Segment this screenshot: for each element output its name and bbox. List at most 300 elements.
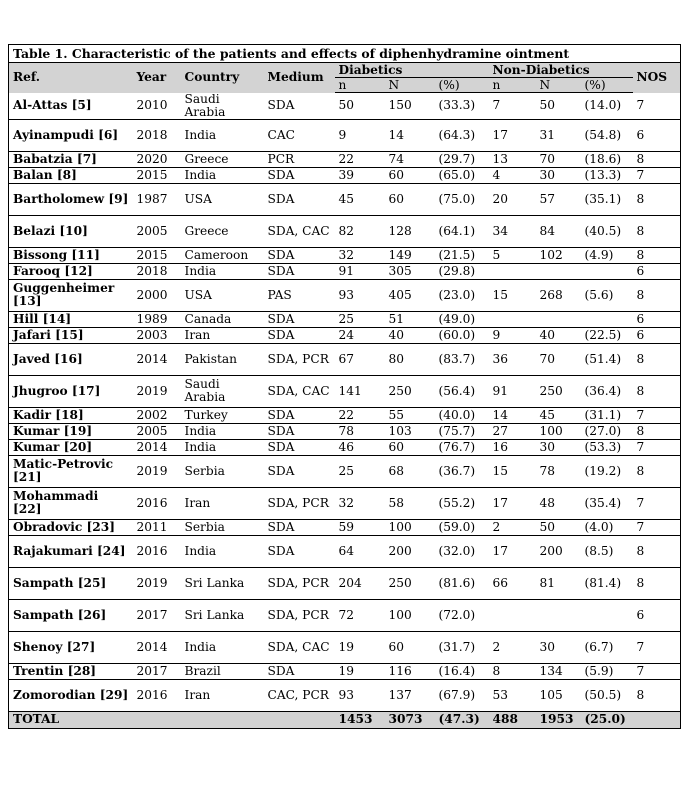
non-diabetics-pct-cell: (14.0)	[581, 93, 633, 120]
diabetics-N-cell: 100	[385, 519, 435, 535]
year-cell: 2010	[133, 93, 181, 120]
non-diabetics-N-cell: 45	[536, 407, 581, 423]
diabetics-N-cell: 58	[385, 487, 435, 519]
non-diabetics-N-cell: 200	[536, 535, 581, 567]
diabetics-n-cell: 32	[335, 247, 385, 263]
total-diabetics-n: 1453	[335, 711, 385, 728]
table-row	[9, 263, 681, 279]
diabetics-pct-cell: (64.3)	[435, 119, 489, 151]
table-row	[9, 247, 681, 263]
ref-cell: Obradovic [23]	[9, 519, 133, 535]
ref-cell: Kumar [20]	[9, 439, 133, 455]
diabetics-N-cell: 14	[385, 119, 435, 151]
non-diabetics-n-cell: 15	[489, 279, 536, 311]
diabetics-N-cell: 60	[385, 183, 435, 215]
diabetics-N-cell: 80	[385, 343, 435, 375]
non-diabetics-pct-cell: (31.1)	[581, 407, 633, 423]
year-cell: 2014	[133, 343, 181, 375]
table-row	[9, 663, 681, 679]
year-cell: 2016	[133, 679, 181, 711]
diabetics-n-cell: 59	[335, 519, 385, 535]
diabetics-pct-cell: (29.8)	[435, 263, 489, 279]
diabetics-pct-cell: (83.7)	[435, 343, 489, 375]
table-container	[8, 44, 680, 729]
diabetics-N-cell: 60	[385, 167, 435, 183]
ref-cell: Kumar [19]	[9, 423, 133, 439]
diabetics-pct-cell: (23.0)	[435, 279, 489, 311]
diabetics-pct-cell: (40.0)	[435, 407, 489, 423]
total-blank	[633, 711, 681, 728]
nos-cell: 7	[633, 631, 681, 663]
country-cell: USA	[181, 183, 264, 215]
year-cell: 2002	[133, 407, 181, 423]
diabetics-n-cell: 46	[335, 439, 385, 455]
country-cell: Iran	[181, 327, 264, 343]
year-cell: 2015	[133, 167, 181, 183]
table-row	[9, 167, 681, 183]
diabetics-N-cell: 74	[385, 151, 435, 167]
diabetics-pct-cell: (55.2)	[435, 487, 489, 519]
medium-cell: SDA, PCR	[264, 343, 335, 375]
header-non-diabetics-pct: (%)	[581, 78, 633, 93]
table-row	[9, 455, 681, 487]
nos-cell: 7	[633, 407, 681, 423]
non-diabetics-n-cell: 9	[489, 327, 536, 343]
non-diabetics-N-cell: 100	[536, 423, 581, 439]
medium-cell: SDA	[264, 311, 335, 327]
ref-cell: Hill [14]	[9, 311, 133, 327]
nos-cell: 8	[633, 247, 681, 263]
ref-cell: Belazi [10]	[9, 215, 133, 247]
medium-cell: SDA	[264, 663, 335, 679]
medium-cell: SDA	[264, 247, 335, 263]
nos-cell: 8	[633, 151, 681, 167]
diabetics-n-cell: 45	[335, 183, 385, 215]
total-non-diabetics-n: 488	[489, 711, 536, 728]
diabetics-n-cell: 22	[335, 151, 385, 167]
non-diabetics-n-cell: 2	[489, 631, 536, 663]
non-diabetics-pct-cell: (81.4)	[581, 567, 633, 599]
header-diabetics-pct: (%)	[435, 78, 489, 93]
country-cell: Saudi Arabia	[181, 93, 264, 120]
header-non-diabetics: Non-Diabetics	[489, 63, 633, 78]
diabetics-N-cell: 55	[385, 407, 435, 423]
header-diabetics-N: N	[385, 78, 435, 93]
year-cell: 2014	[133, 631, 181, 663]
non-diabetics-N-cell: 134	[536, 663, 581, 679]
non-diabetics-n-cell: 17	[489, 487, 536, 519]
medium-cell: PCR	[264, 151, 335, 167]
total-non-diabetics-pct: (25.0)	[581, 711, 633, 728]
diabetics-N-cell: 60	[385, 631, 435, 663]
diabetics-N-cell: 60	[385, 439, 435, 455]
diabetics-n-cell: 204	[335, 567, 385, 599]
non-diabetics-n-cell: 17	[489, 119, 536, 151]
non-diabetics-pct-cell: (53.3)	[581, 439, 633, 455]
nos-cell: 7	[633, 93, 681, 120]
nos-cell: 8	[633, 343, 681, 375]
country-cell: India	[181, 119, 264, 151]
table-caption: Table 1. Characteristic of the patients and effects of diphenhydramine ointment	[9, 45, 681, 63]
non-diabetics-N-cell: 102	[536, 247, 581, 263]
country-cell: Saudi Arabia	[181, 375, 264, 407]
country-cell: Turkey	[181, 407, 264, 423]
diabetics-N-cell: 137	[385, 679, 435, 711]
nos-cell: 8	[633, 567, 681, 599]
non-diabetics-N-cell: 40	[536, 327, 581, 343]
non-diabetics-pct-cell: (4.0)	[581, 519, 633, 535]
diabetics-N-cell: 116	[385, 663, 435, 679]
year-cell: 2014	[133, 439, 181, 455]
diabetics-pct-cell: (75.7)	[435, 423, 489, 439]
diabetics-N-cell: 250	[385, 567, 435, 599]
non-diabetics-N-cell: 48	[536, 487, 581, 519]
header-diabetics: Diabetics	[335, 63, 489, 78]
ref-cell: Rajakumari [24]	[9, 535, 133, 567]
non-diabetics-pct-cell	[581, 599, 633, 631]
table-row	[9, 439, 681, 455]
non-diabetics-pct-cell: (35.4)	[581, 487, 633, 519]
year-cell: 2003	[133, 327, 181, 343]
diabetics-N-cell: 103	[385, 423, 435, 439]
non-diabetics-N-cell	[536, 311, 581, 327]
diabetics-pct-cell: (59.0)	[435, 519, 489, 535]
diabetics-pct-cell: (16.4)	[435, 663, 489, 679]
diabetics-n-cell: 91	[335, 263, 385, 279]
non-diabetics-N-cell: 250	[536, 375, 581, 407]
diabetics-n-cell: 19	[335, 663, 385, 679]
country-cell: India	[181, 631, 264, 663]
non-diabetics-pct-cell: (36.4)	[581, 375, 633, 407]
header-non-diabetics-n: n	[489, 78, 536, 93]
diabetics-N-cell: 128	[385, 215, 435, 247]
diabetics-N-cell: 405	[385, 279, 435, 311]
country-cell: India	[181, 167, 264, 183]
table-row	[9, 599, 681, 631]
medium-cell: SDA	[264, 407, 335, 423]
country-cell: Iran	[181, 679, 264, 711]
non-diabetics-N-cell: 81	[536, 567, 581, 599]
diabetics-n-cell: 78	[335, 423, 385, 439]
table-row	[9, 343, 681, 375]
non-diabetics-pct-cell: (6.7)	[581, 631, 633, 663]
non-diabetics-pct-cell: (54.8)	[581, 119, 633, 151]
medium-cell: SDA, CAC	[264, 375, 335, 407]
non-diabetics-n-cell: 53	[489, 679, 536, 711]
nos-cell: 8	[633, 215, 681, 247]
medium-cell: SDA, PCR	[264, 487, 335, 519]
non-diabetics-N-cell: 70	[536, 343, 581, 375]
year-cell: 2019	[133, 567, 181, 599]
medium-cell: CAC	[264, 119, 335, 151]
total-diabetics-N: 3073	[385, 711, 435, 728]
ref-cell: Javed [16]	[9, 343, 133, 375]
ref-cell: Bartholomew [9]	[9, 183, 133, 215]
diabetics-pct-cell: (49.0)	[435, 311, 489, 327]
diabetics-n-cell: 93	[335, 279, 385, 311]
total-diabetics-pct: (47.3)	[435, 711, 489, 728]
diabetics-N-cell: 150	[385, 93, 435, 120]
medium-cell: SDA	[264, 263, 335, 279]
non-diabetics-n-cell: 16	[489, 439, 536, 455]
table-row	[9, 567, 681, 599]
table-row	[9, 327, 681, 343]
table-row	[9, 423, 681, 439]
non-diabetics-n-cell: 66	[489, 567, 536, 599]
header-row-1	[9, 63, 681, 78]
ref-cell: Matic-Petrovic [21]	[9, 455, 133, 487]
nos-cell: 8	[633, 679, 681, 711]
non-diabetics-n-cell: 5	[489, 247, 536, 263]
nos-cell: 7	[633, 439, 681, 455]
year-cell: 2011	[133, 519, 181, 535]
header-diabetics-n: n	[335, 78, 385, 93]
nos-cell: 7	[633, 487, 681, 519]
table-body	[9, 93, 681, 712]
non-diabetics-n-cell: 14	[489, 407, 536, 423]
diabetics-pct-cell: (31.7)	[435, 631, 489, 663]
non-diabetics-n-cell	[489, 599, 536, 631]
nos-cell: 6	[633, 119, 681, 151]
non-diabetics-N-cell: 84	[536, 215, 581, 247]
medium-cell: CAC, PCR	[264, 679, 335, 711]
non-diabetics-n-cell: 4	[489, 167, 536, 183]
ref-cell: Zomorodian [29]	[9, 679, 133, 711]
nos-cell: 7	[633, 167, 681, 183]
table-row	[9, 93, 681, 120]
diabetics-N-cell: 68	[385, 455, 435, 487]
table-row	[9, 679, 681, 711]
non-diabetics-N-cell: 268	[536, 279, 581, 311]
non-diabetics-N-cell: 30	[536, 439, 581, 455]
non-diabetics-N-cell: 31	[536, 119, 581, 151]
non-diabetics-N-cell	[536, 263, 581, 279]
medium-cell: PAS	[264, 279, 335, 311]
nos-cell: 8	[633, 423, 681, 439]
year-cell: 2000	[133, 279, 181, 311]
table-caption-row	[9, 45, 681, 63]
year-cell: 2019	[133, 375, 181, 407]
table-row	[9, 183, 681, 215]
medium-cell: SDA	[264, 439, 335, 455]
ref-cell: Ayinampudi [6]	[9, 119, 133, 151]
nos-cell: 6	[633, 599, 681, 631]
diabetics-pct-cell: (56.4)	[435, 375, 489, 407]
medium-cell: SDA	[264, 519, 335, 535]
nos-cell: 8	[633, 455, 681, 487]
non-diabetics-pct-cell: (19.2)	[581, 455, 633, 487]
table-row	[9, 151, 681, 167]
total-row	[9, 711, 681, 728]
nos-cell: 8	[633, 375, 681, 407]
country-cell: Cameroon	[181, 247, 264, 263]
non-diabetics-n-cell	[489, 263, 536, 279]
table-row	[9, 487, 681, 519]
diabetics-pct-cell: (29.7)	[435, 151, 489, 167]
medium-cell: SDA, CAC	[264, 215, 335, 247]
nos-cell: 6	[633, 327, 681, 343]
diabetics-pct-cell: (64.1)	[435, 215, 489, 247]
diabetics-pct-cell: (60.0)	[435, 327, 489, 343]
diabetics-n-cell: 9	[335, 119, 385, 151]
non-diabetics-pct-cell: (50.5)	[581, 679, 633, 711]
year-cell: 2018	[133, 263, 181, 279]
medium-cell: SDA	[264, 535, 335, 567]
nos-cell: 8	[633, 279, 681, 311]
ref-cell: Sampath [26]	[9, 599, 133, 631]
diabetics-N-cell: 40	[385, 327, 435, 343]
total-non-diabetics-N: 1953	[536, 711, 581, 728]
medium-cell: SDA	[264, 327, 335, 343]
country-cell: USA	[181, 279, 264, 311]
country-cell: Pakistan	[181, 343, 264, 375]
non-diabetics-N-cell: 70	[536, 151, 581, 167]
non-diabetics-pct-cell: (5.9)	[581, 663, 633, 679]
non-diabetics-pct-cell: (4.9)	[581, 247, 633, 263]
medium-cell: SDA, PCR	[264, 567, 335, 599]
nos-cell: 6	[633, 311, 681, 327]
medium-cell: SDA	[264, 183, 335, 215]
year-cell: 2016	[133, 535, 181, 567]
year-cell: 1987	[133, 183, 181, 215]
medium-cell: SDA	[264, 423, 335, 439]
nos-cell: 8	[633, 183, 681, 215]
ref-cell: Jafari [15]	[9, 327, 133, 343]
country-cell: Brazil	[181, 663, 264, 679]
diabetics-pct-cell: (32.0)	[435, 535, 489, 567]
total-blank	[133, 711, 181, 728]
country-cell: Sri Lanka	[181, 567, 264, 599]
header-medium: Medium	[264, 63, 335, 93]
diabetics-n-cell: 141	[335, 375, 385, 407]
diabetics-n-cell: 72	[335, 599, 385, 631]
year-cell: 2016	[133, 487, 181, 519]
table-row	[9, 519, 681, 535]
diabetics-pct-cell: (81.6)	[435, 567, 489, 599]
non-diabetics-N-cell: 78	[536, 455, 581, 487]
nos-cell: 7	[633, 519, 681, 535]
ref-cell: Balan [8]	[9, 167, 133, 183]
non-diabetics-N-cell: 50	[536, 93, 581, 120]
ref-cell: Mohammadi [22]	[9, 487, 133, 519]
diabetics-pct-cell: (33.3)	[435, 93, 489, 120]
country-cell: Sri Lanka	[181, 599, 264, 631]
diabetics-pct-cell: (72.0)	[435, 599, 489, 631]
non-diabetics-n-cell: 36	[489, 343, 536, 375]
patients-table	[8, 44, 681, 729]
diabetics-N-cell: 250	[385, 375, 435, 407]
country-cell: Serbia	[181, 519, 264, 535]
country-cell: India	[181, 423, 264, 439]
year-cell: 2018	[133, 119, 181, 151]
year-cell: 2005	[133, 423, 181, 439]
medium-cell: SDA, PCR	[264, 599, 335, 631]
header-non-diabetics-N: N	[536, 78, 581, 93]
table-row	[9, 119, 681, 151]
medium-cell: SDA	[264, 455, 335, 487]
diabetics-N-cell: 100	[385, 599, 435, 631]
ref-cell: Jhugroo [17]	[9, 375, 133, 407]
non-diabetics-pct-cell: (8.5)	[581, 535, 633, 567]
non-diabetics-pct-cell: (35.1)	[581, 183, 633, 215]
non-diabetics-N-cell: 30	[536, 167, 581, 183]
diabetics-n-cell: 22	[335, 407, 385, 423]
non-diabetics-n-cell: 13	[489, 151, 536, 167]
year-cell: 2005	[133, 215, 181, 247]
ref-cell: Kadir [18]	[9, 407, 133, 423]
total-blank	[264, 711, 335, 728]
ref-cell: Farooq [12]	[9, 263, 133, 279]
diabetics-N-cell: 200	[385, 535, 435, 567]
year-cell: 2017	[133, 663, 181, 679]
diabetics-n-cell: 19	[335, 631, 385, 663]
table-row	[9, 279, 681, 311]
total-label: TOTAL	[9, 711, 133, 728]
diabetics-n-cell: 32	[335, 487, 385, 519]
table-row	[9, 407, 681, 423]
non-diabetics-pct-cell: (13.3)	[581, 167, 633, 183]
diabetics-pct-cell: (65.0)	[435, 167, 489, 183]
year-cell: 2017	[133, 599, 181, 631]
non-diabetics-n-cell: 20	[489, 183, 536, 215]
non-diabetics-N-cell: 105	[536, 679, 581, 711]
table-row	[9, 215, 681, 247]
diabetics-pct-cell: (67.9)	[435, 679, 489, 711]
nos-cell: 6	[633, 263, 681, 279]
diabetics-pct-cell: (21.5)	[435, 247, 489, 263]
diabetics-N-cell: 149	[385, 247, 435, 263]
medium-cell: SDA	[264, 93, 335, 120]
non-diabetics-n-cell: 34	[489, 215, 536, 247]
country-cell: Iran	[181, 487, 264, 519]
non-diabetics-n-cell: 15	[489, 455, 536, 487]
diabetics-n-cell: 39	[335, 167, 385, 183]
non-diabetics-N-cell: 57	[536, 183, 581, 215]
year-cell: 2019	[133, 455, 181, 487]
non-diabetics-n-cell: 7	[489, 93, 536, 120]
year-cell: 2015	[133, 247, 181, 263]
ref-cell: Trentin [28]	[9, 663, 133, 679]
ref-cell: Bissong [11]	[9, 247, 133, 263]
non-diabetics-n-cell: 91	[489, 375, 536, 407]
diabetics-n-cell: 50	[335, 93, 385, 120]
diabetics-n-cell: 25	[335, 311, 385, 327]
ref-cell: Al-Attas [5]	[9, 93, 133, 120]
country-cell: India	[181, 535, 264, 567]
diabetics-pct-cell: (36.7)	[435, 455, 489, 487]
country-cell: Canada	[181, 311, 264, 327]
country-cell: Serbia	[181, 455, 264, 487]
diabetics-n-cell: 82	[335, 215, 385, 247]
year-cell: 2020	[133, 151, 181, 167]
diabetics-pct-cell: (76.7)	[435, 439, 489, 455]
total-blank	[181, 711, 264, 728]
table-row	[9, 311, 681, 327]
non-diabetics-n-cell: 27	[489, 423, 536, 439]
non-diabetics-N-cell	[536, 599, 581, 631]
non-diabetics-pct-cell: (18.6)	[581, 151, 633, 167]
header-country: Country	[181, 63, 264, 93]
non-diabetics-pct-cell: (5.6)	[581, 279, 633, 311]
diabetics-n-cell: 24	[335, 327, 385, 343]
table-row	[9, 631, 681, 663]
nos-cell: 7	[633, 663, 681, 679]
medium-cell: SDA	[264, 167, 335, 183]
non-diabetics-n-cell	[489, 311, 536, 327]
non-diabetics-pct-cell: (22.5)	[581, 327, 633, 343]
non-diabetics-N-cell: 50	[536, 519, 581, 535]
ref-cell: Guggenheimer [13]	[9, 279, 133, 311]
